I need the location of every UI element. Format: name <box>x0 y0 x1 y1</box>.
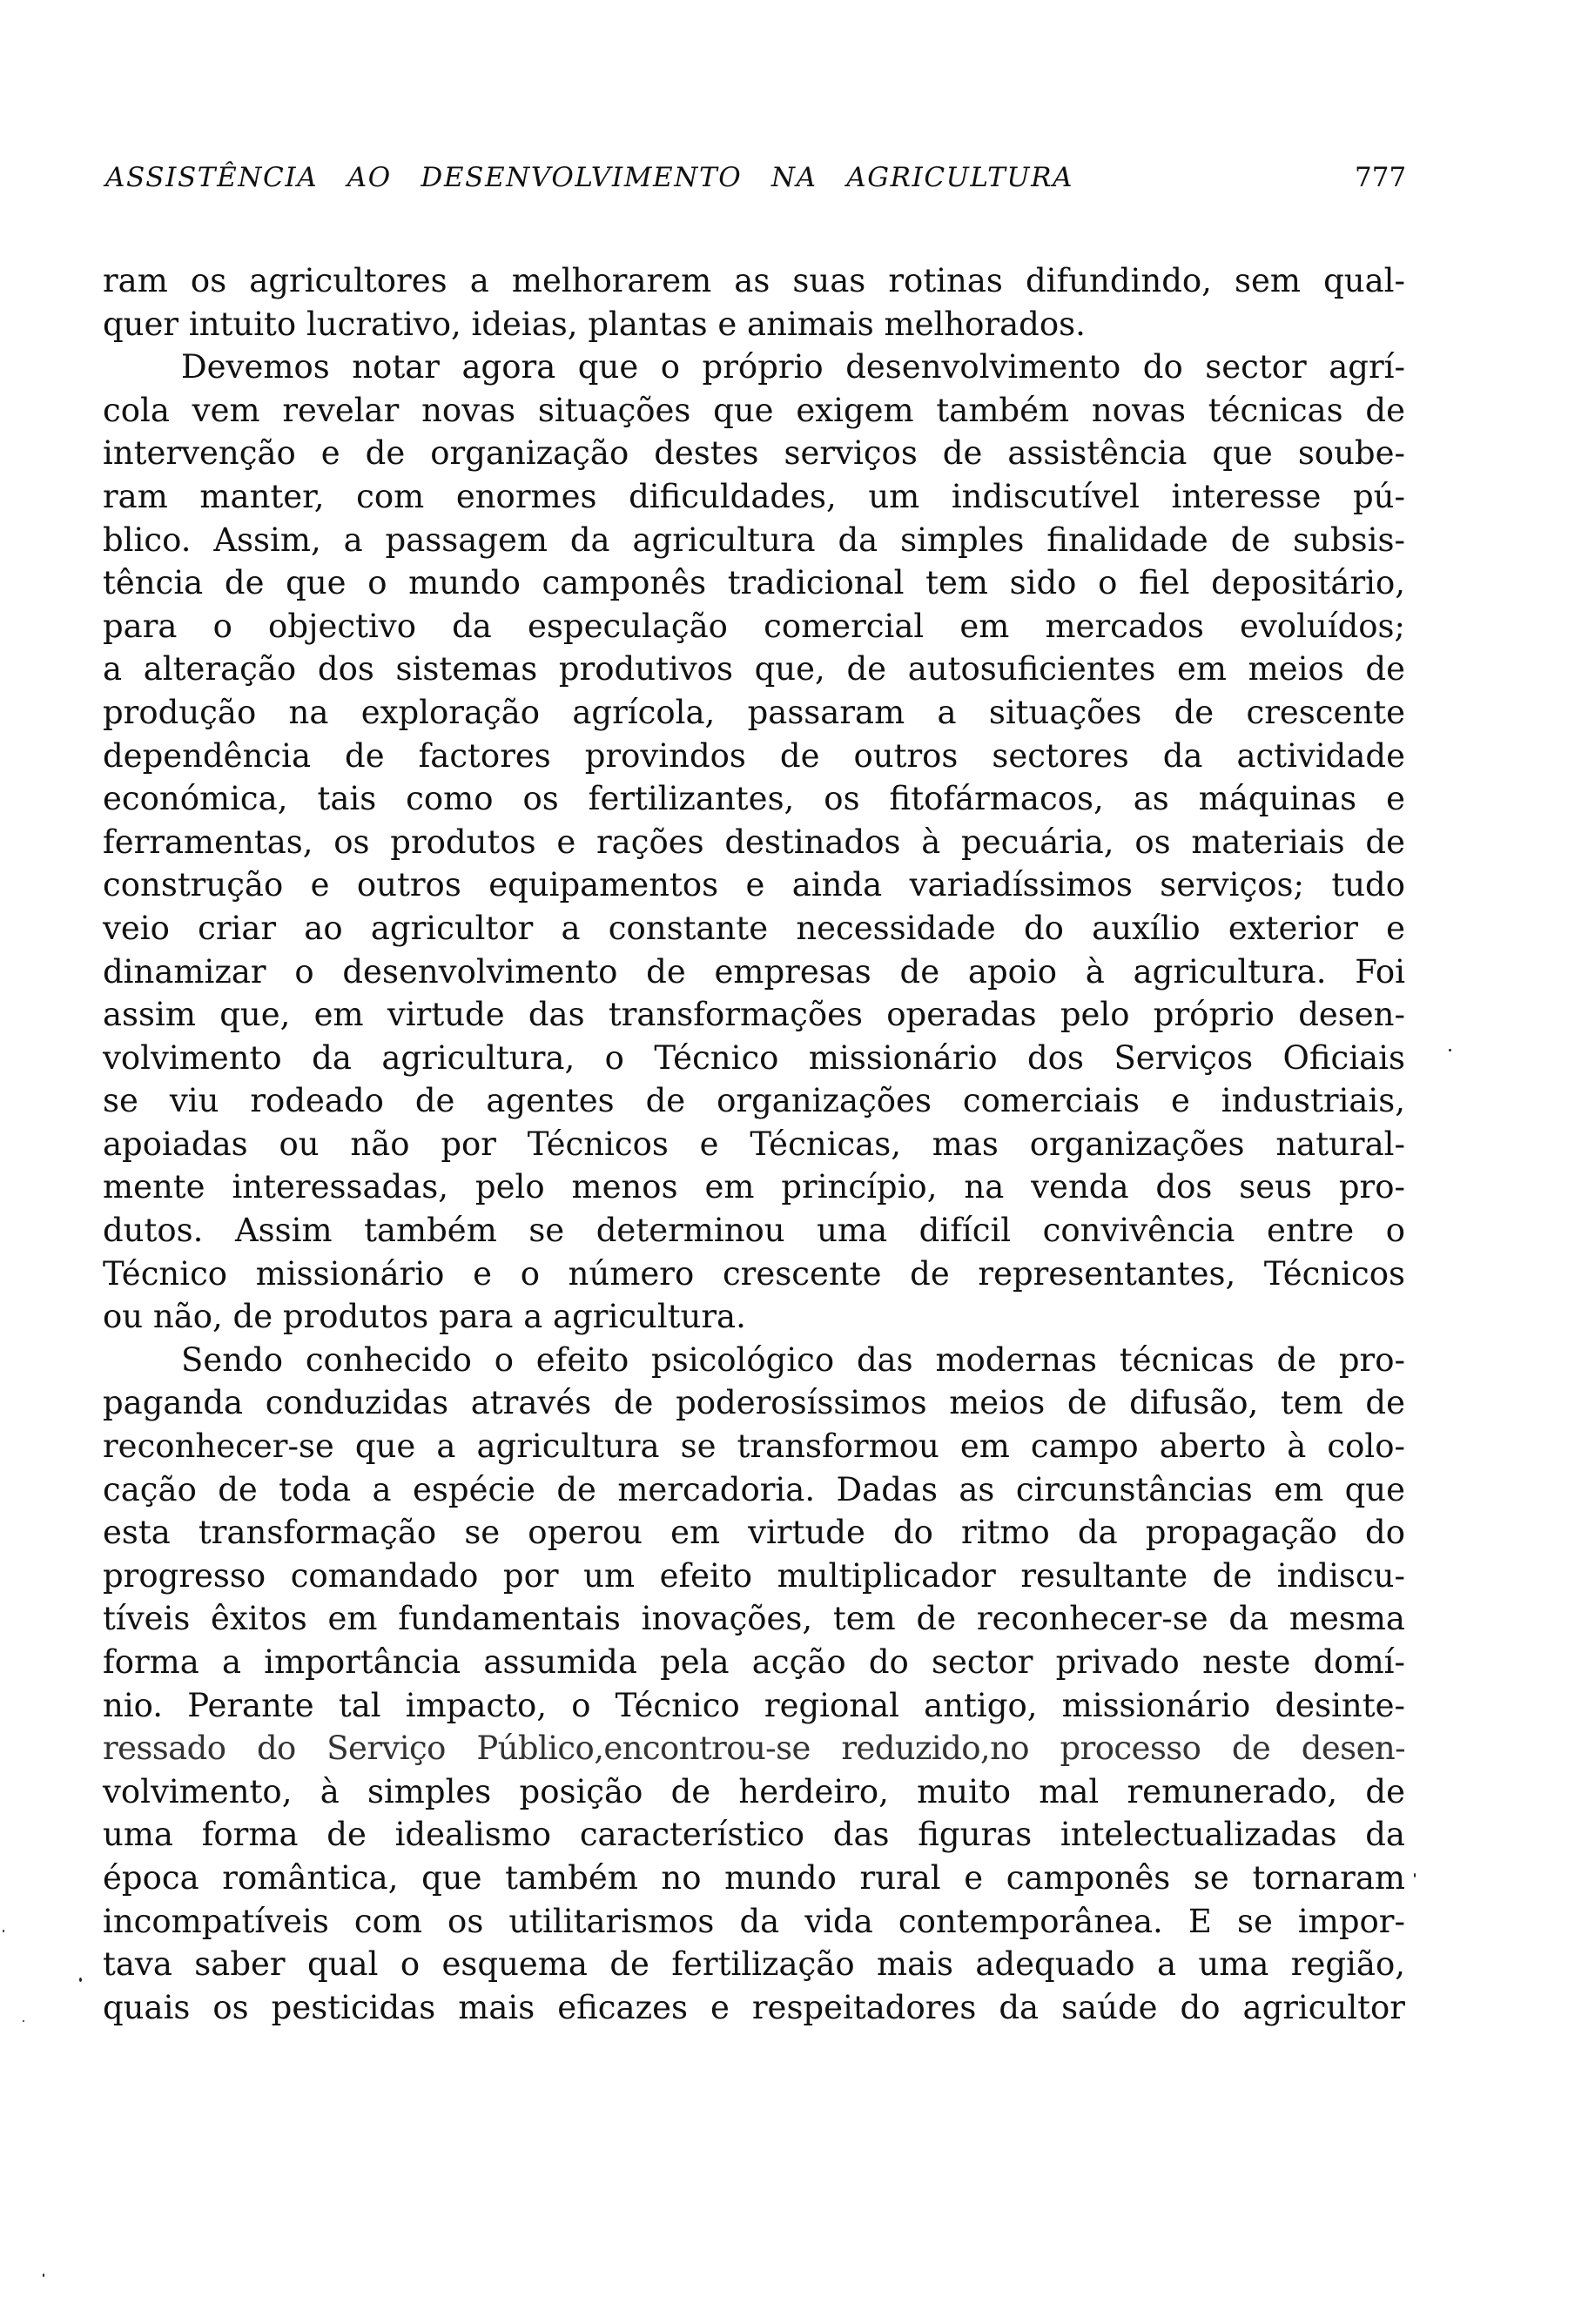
text-line: veio criar ao agricultor a constante necessidade do auxílio exterior e <box>103 909 1405 947</box>
text-line: reconhecer-se que a agricultura se transformou em campo aberto à colo- <box>103 1427 1405 1466</box>
text-line: ram manter, com enormes dificuldades, um indiscutível interesse pú- <box>103 477 1405 515</box>
text-line: tava saber qual o esquema de fertilização mais adequado a uma região, <box>103 1945 1405 1984</box>
text-line: dutos. Assim também se determinou uma difícil convivência entre o <box>103 1212 1405 1250</box>
text-line: época romântica, que também no mundo rural e camponês se tornaram <box>103 1858 1405 1897</box>
running-header-title: ASSISTÊNCIA AO DESENVOLVIMENTO NA AGRICULTURA <box>105 162 1073 193</box>
text-line: esta transformação se operou em virtude do ritmo da propagação do <box>103 1514 1405 1552</box>
text-line: cola vem revelar novas situações que exigem também novas técnicas de <box>103 391 1405 429</box>
scan-speck <box>1414 1873 1416 1877</box>
text-line: económica, tais como os fertilizantes, os fitofármacos, as máquinas e <box>103 780 1405 818</box>
text-line: apoiadas ou não por Técnicos e Técnicas, mas organizações natural- <box>103 1125 1405 1163</box>
text-line: intervenção e de organização destes serviços de assistência que soube- <box>103 434 1405 473</box>
body-text <box>103 259 1405 2029</box>
scan-speck <box>79 1978 82 1982</box>
text-line: Técnico missionário e o número crescente de representantes, Técnicos <box>103 1254 1405 1293</box>
text-line: produção na exploração agrícola, passaram a situações de crescente <box>103 693 1405 731</box>
scan-speck <box>43 2274 44 2277</box>
text-line: uma forma de idealismo característico das figuras intelectualizadas da <box>103 1816 1405 1854</box>
text-line: Devemos notar agora que o próprio desenvolvimento do sector agrí- <box>181 348 1405 386</box>
text-line: Sendo conhecido o efeito psicológico das modernas técnicas de pro- <box>181 1340 1405 1379</box>
text-line: nio. Perante tal impacto, o Técnico regional antigo, missionário desinte- <box>103 1686 1405 1724</box>
text-line: assim que, em virtude das transformações operadas pelo próprio desen- <box>103 996 1405 1034</box>
text-line: tíveis êxitos em fundamentais inovações, tem de reconhecer-se da mesma <box>103 1600 1405 1638</box>
scan-speck <box>23 2020 24 2022</box>
text-line: progresso comandado por um efeito multiplicador resultante de indiscu- <box>103 1556 1405 1595</box>
text-line: ram os agricultores a melhorarem as suas rotinas difundindo, sem qual- <box>103 262 1405 299</box>
text-line: quais os pesticidas mais eficazes e respeitadores da saúde do agricultor <box>103 1988 1405 2026</box>
text-line: dependência de factores provindos de outros sectores da actividade <box>103 736 1405 775</box>
text-line: volvimento da agricultura, o Técnico missionário dos Serviços Oficiais <box>103 1038 1405 1077</box>
text-line: volvimento, à simples posição de herdeiro, muito mal remunerado, de <box>103 1772 1405 1810</box>
text-line: forma a importância assumida pela acção do sector privado neste domí- <box>103 1643 1405 1681</box>
text-line: ferramentas, os produtos e rações destinados à pecuária, os materiais de <box>103 823 1405 861</box>
scan-speck <box>1449 1049 1451 1051</box>
text-line: para o objectivo da especulação comercial em mercados evoluídos; <box>103 607 1405 645</box>
text-line: se viu rodeado de agentes de organizações comerciais e industriais, <box>103 1082 1405 1120</box>
page-number: 777 <box>1355 162 1407 193</box>
text-line: a alteração dos sistemas produtivos que, de autosuficientes em meios de <box>103 650 1405 688</box>
text-line: quer intuito lucrativo, ideias, plantas e animais melhorados. <box>103 305 1086 343</box>
text-line: dinamizar o desenvolvimento de empresas de apoio à agricultura. Foi <box>103 952 1405 991</box>
scan-speck <box>3 1930 4 1932</box>
text-line: mente interessadas, pelo menos em princípio, na venda dos seus pro- <box>103 1168 1405 1206</box>
text-line: cação de toda a espécie de mercadoria. Dadas as circunstâncias em que <box>103 1470 1405 1508</box>
text-line: tência de que o mundo camponês tradicional tem sido o fiel depositário, <box>103 564 1405 602</box>
text-line: construção e outros equipamentos e ainda variadíssimos serviços; tudo <box>103 866 1405 904</box>
text-line: ressado do Serviço Público,encontrou-se reduzido,no processo de desen- <box>103 1730 1405 1768</box>
text-line: ou não, de produtos para a agricultura. <box>103 1298 746 1336</box>
text-line: paganda conduzidas através de poderosíssimos meios de difusão, tem de <box>103 1384 1405 1422</box>
text-line: blico. Assim, a passagem da agricultura da simples finalidade de subsis- <box>103 521 1405 559</box>
text-line: incompatíveis com os utilitarismos da vida contemporânea. E se impor- <box>103 1902 1405 1940</box>
